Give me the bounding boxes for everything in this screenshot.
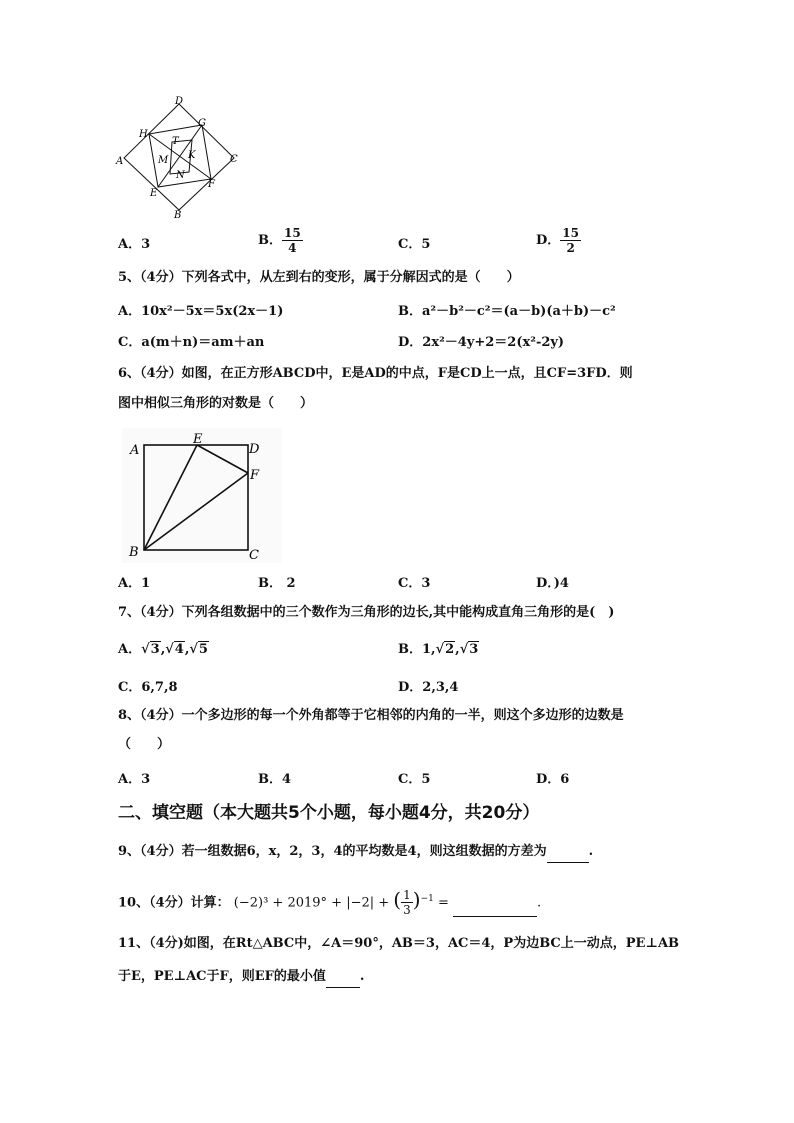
- q9-stem: 9、（4分）若一组数据6，x，2，3，4的平均数是4，则这组数据的方差为: [118, 844, 547, 859]
- q7-sqrt-1-radicand: 3: [150, 642, 160, 657]
- q8-option-b[interactable]: B．4: [258, 772, 292, 787]
- q10-frac-den: 3: [403, 903, 411, 918]
- fig1-label-h: H: [139, 129, 148, 140]
- q4-option-d-num: 15: [562, 226, 579, 240]
- q7-option-b[interactable]: B．1,√2,√3: [398, 642, 479, 657]
- q8-option-d[interactable]: D．6: [536, 772, 570, 787]
- section-title-fill-in: 二、填空题（本大题共5个小题，每小题4分，共20分）: [118, 803, 540, 823]
- fig2-label-d: D: [249, 442, 260, 457]
- q10-frac-num: 1: [403, 888, 411, 903]
- fig1-label-a: A: [116, 156, 124, 167]
- q4-option-b-fraction: [282, 226, 303, 255]
- q6-option-b[interactable]: B． 2: [258, 576, 296, 591]
- q10-fraction: [401, 888, 413, 917]
- q8-stem-line1: 8、（4分）一个多边形的每一个外角都等于它相邻的内角的一半，则这个多边形的边数是: [118, 708, 624, 723]
- q10-line: [118, 886, 541, 917]
- fig1-label-t: T: [172, 136, 179, 147]
- q9-end: .: [588, 844, 594, 859]
- q7-sqrt-2-radicand: 4: [174, 642, 184, 657]
- q7-b-sqrt-2-radicand: 3: [469, 642, 479, 657]
- q4-option-a[interactable]: A．3: [118, 237, 151, 252]
- fig1-label-c: C: [230, 154, 238, 165]
- q7-option-c[interactable]: C．6,7,8: [118, 680, 178, 695]
- q4-option-b-num: 15: [284, 226, 301, 240]
- q7-sqrt-3: √5: [189, 642, 208, 657]
- q7-option-a[interactable]: A．√3,√4,√5: [118, 642, 208, 657]
- q11-answer-blank[interactable]: [326, 967, 360, 988]
- q7-b-sqrt-1-radicand: 2: [445, 642, 455, 657]
- q7-b-sqrt-2: √3: [459, 642, 479, 657]
- q4-option-b[interactable]: [258, 226, 303, 255]
- q6-option-c[interactable]: C．3: [398, 576, 431, 591]
- q11-line2: [118, 967, 364, 988]
- q10-exponent: −1: [420, 894, 434, 904]
- q6-stem-line2: 图中相似三角形的对数是（ ）: [118, 396, 314, 411]
- fig1-label-g: G: [198, 118, 206, 129]
- fig1-label-m: M: [158, 155, 169, 166]
- q10-expression: (−2)³ + 2019° + |−2| +: [233, 895, 390, 911]
- fig2-label-a: A: [130, 443, 140, 458]
- q9-line: [118, 842, 593, 863]
- q4-option-d-prefix: D．: [536, 233, 561, 248]
- q8-stem-line2: （ ）: [118, 737, 171, 752]
- q4-option-b-prefix: B．: [258, 233, 282, 248]
- q10-equals: =: [437, 895, 449, 911]
- fig2-label-b: B: [129, 545, 139, 560]
- fig1-label-e: E: [150, 188, 158, 199]
- q4-option-d-fraction: [560, 226, 581, 255]
- q7-option-a-prefix: A．: [118, 642, 142, 657]
- q10-prefix: 10、（4分）计算：: [118, 895, 230, 911]
- fig2-label-c: C: [249, 548, 259, 563]
- q5-option-a[interactable]: A．10x²－5x＝5x(2x－1): [118, 304, 284, 319]
- fig1-label-b: B: [174, 210, 182, 221]
- q11-end: .: [359, 969, 365, 984]
- q4-option-d-den: 2: [566, 241, 575, 255]
- q6-option-d[interactable]: D．)4: [536, 576, 569, 591]
- fig1-label-k: K: [188, 150, 196, 161]
- q8-option-a[interactable]: A．3: [118, 772, 151, 787]
- q10-paren-open: (: [393, 887, 402, 912]
- fig1-label-n: N: [176, 170, 185, 181]
- q5-option-b[interactable]: B．a²－b²－c²＝(a－b)(a＋b)－c²: [398, 304, 616, 319]
- fig1-label-f: F: [208, 179, 215, 190]
- q5-option-c[interactable]: C．a(m＋n)＝am＋an: [118, 335, 265, 350]
- q5-option-d[interactable]: D．2x²－4y+2＝2(x²-2y): [398, 335, 565, 350]
- figure-square-abcd: [122, 428, 282, 563]
- q7-sqrt-3-radicand: 5: [198, 642, 208, 657]
- q7-option-d[interactable]: D．2,3,4: [398, 680, 459, 695]
- fig2-label-f: F: [250, 468, 260, 483]
- fig2-label-e: E: [193, 432, 203, 447]
- fig1-label-d: D: [175, 96, 184, 107]
- figure-nested-squares: [112, 92, 247, 222]
- q7-stem: 7、（4分）下列各组数据中的三个数作为三角形的边长,其中能构成直角三角形的是( ): [118, 605, 615, 620]
- q7-option-b-prefix: B．1,: [398, 642, 436, 657]
- q11-line1: 11、（4分)如图，在Rt△ABC中，∠A＝90°，AB＝3，AC＝4，P为边BC上一动点，PE⊥AB: [118, 936, 680, 951]
- q5-stem: 5、（4分）下列各式中，从左到右的变形，属于分解因式的是（ ）: [118, 270, 520, 285]
- q7-b-sqrt-1: √2: [435, 642, 455, 657]
- q4-option-c[interactable]: C．5: [398, 237, 431, 252]
- q4-option-d[interactable]: [536, 226, 581, 255]
- q10-paren-close: ): [412, 887, 421, 912]
- q10-end: .: [537, 895, 542, 911]
- q7-sqrt-2: √4: [165, 642, 184, 657]
- q7-sqrt-1: √3: [141, 642, 160, 657]
- q10-answer-blank[interactable]: [453, 890, 537, 917]
- q11-stem: 于E，PE⊥AC于F，则EF的最小值: [118, 969, 326, 984]
- q6-stem-line1: 6、（4分）如图，在正方形ABCD中，E是AD的中点，F是CD上一点，且CF=3FD．则: [118, 366, 633, 381]
- q4-option-b-den: 4: [288, 241, 297, 255]
- q8-option-c[interactable]: C．5: [398, 772, 431, 787]
- q9-answer-blank[interactable]: [547, 842, 589, 863]
- q6-option-a[interactable]: A．1: [118, 576, 151, 591]
